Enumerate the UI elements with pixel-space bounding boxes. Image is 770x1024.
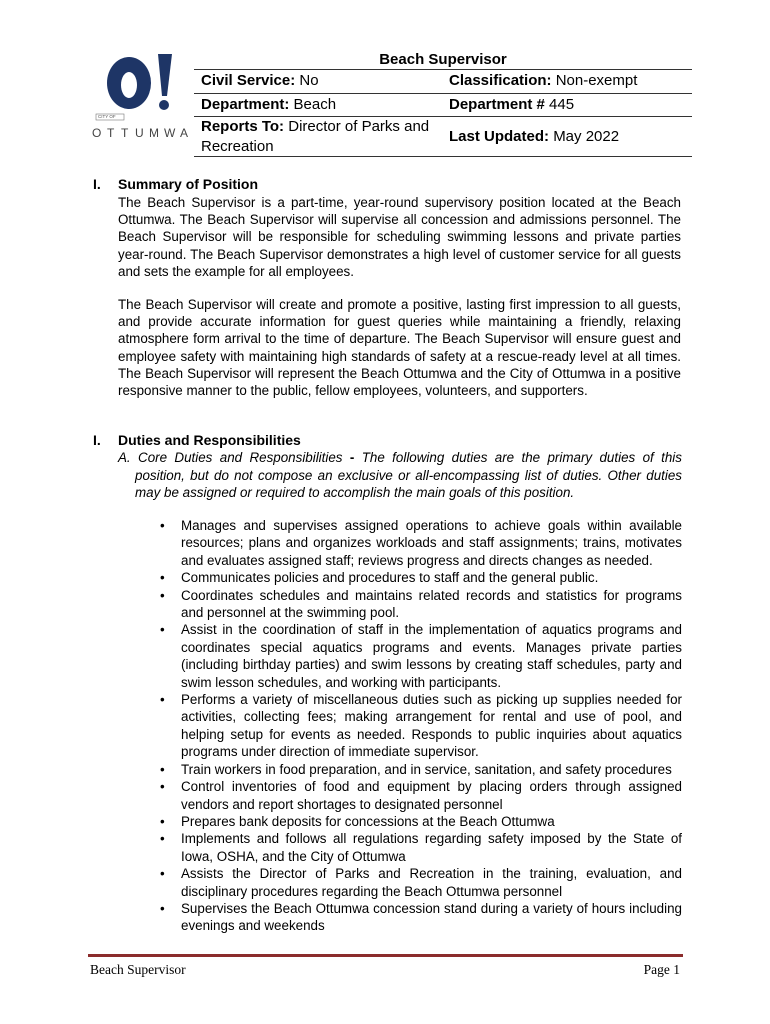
- summary-number: I.: [93, 176, 101, 192]
- summary-paragraph-2: The Beach Supervisor will create and promote a positive, lasting first impression to all guests, and provide accurate information for guest queries while maintaining a friendly, relaxing atmosphere form arrival to the time of departure. The Beach Supervisor will ensure guest and employee safety with maintaining high standards of safety at a rescue-ready level at all times. The Beach Supervisor will represent the Beach Ottumwa and the City of Ottumwa in a positive responsive manner to the public, fellow employees, volunteers, and supporters.: [118, 297, 681, 399]
- reports-to-label: Reports To:: [201, 118, 285, 135]
- civil-service-label: Civil Service:: [201, 72, 296, 89]
- logo-exclamation-bar: [158, 54, 172, 96]
- last-updated-field: [449, 127, 619, 147]
- classification-value: Non-exempt: [555, 72, 638, 89]
- page-title: Beach Supervisor: [379, 51, 507, 68]
- list-item: • Train workers in food preparation, and in service, sanitation, and safety procedures: [160, 761, 682, 778]
- logo-letter: O: [92, 126, 102, 140]
- core-duties-description: The following duties are the primary duties of this position, but do not compose an exclusive or all-encompassing list of duties. Other duties may be assigned or required to accomplish the main goals of this position.: [135, 450, 682, 501]
- logo-letter: T: [121, 126, 129, 140]
- list-item: • Assist in the coordination of staff in the implementation of aquatics programs and coordinates special aquatics programs and events. Manages private parties (including birthday parties) and swim lessons by creating staff schedules, party and swim lesson schedules, and working with participants.: [160, 621, 682, 691]
- logo-letter: M: [149, 126, 159, 140]
- list-item: • Supervises the Beach Ottumwa concession stand during a variety of hours including evenings and weekends: [160, 900, 682, 935]
- summary-title: Summary of Position: [118, 176, 259, 192]
- reports-to-value: Director of Parks and: [288, 118, 430, 135]
- list-item: • Performs a variety of miscellaneous duties such as picking up supplies needed for activities, collecting fees; making arrangement for rental and use of pool, and helping setup for events as needed. Responds to public inquiries about aquatics programs under direction of immediate supervisor.: [160, 691, 682, 761]
- logo-o-hole: [121, 72, 137, 98]
- logo-exclamation-dot: [159, 100, 169, 110]
- civil-service-value: No: [299, 72, 319, 89]
- ottumwa-logo-icon: [92, 52, 192, 144]
- reports-to-field: [201, 117, 429, 157]
- logo-letter: T: [107, 126, 115, 140]
- logo-letter: U: [135, 126, 144, 140]
- header-divider: [194, 156, 692, 157]
- logo-letter: A: [180, 126, 189, 140]
- civil-service-field: [201, 71, 319, 91]
- list-item: • Assists the Director of Parks and Recreation in the training, evaluation, and disciplinary procedures regarding the Beach Ottumwa personnel: [160, 865, 682, 900]
- header-divider: [194, 69, 692, 70]
- core-duties-letter: A.: [118, 450, 131, 465]
- department-value: Beach: [293, 96, 337, 113]
- logo-wordmark: [92, 126, 188, 140]
- list-item: • Manages and supervises assigned operations to achieve goals within available resources; plans and organizes workloads and staff assignments; trains, motivates and evaluates assigned staff; reviews progress and directs changes as needed.: [160, 517, 682, 569]
- list-item: • Control inventories of food and equipment by placing orders through assigned vendors and report shortages to designated personnel: [160, 778, 682, 813]
- footer-rule: [88, 954, 683, 957]
- ottumwa-logo: [92, 52, 192, 144]
- summary-paragraph-1: The Beach Supervisor is a part-time, year-round supervisory position located at the Beach Ottumwa. The Beach Supervisor will supervise all concession and admissions personnel. The Beach Supervisor will be responsible for scheduling swimming lessons and private parties year-round. The Beach Supervisor demonstrates a high level of customer service for all guests and sets the example for all employees.: [118, 195, 681, 279]
- duties-list: [160, 517, 682, 935]
- department-number-label: Department #: [449, 96, 545, 113]
- footer-document-title: Beach Supervisor: [90, 962, 186, 977]
- department-label: Department:: [201, 96, 290, 113]
- classification-label: Classification:: [449, 72, 552, 89]
- department-number-value: 445: [549, 96, 575, 113]
- classification-field: [449, 71, 637, 91]
- reports-to-value-line-2: Recreation: [201, 138, 274, 155]
- list-item: • Implements and follows all regulations regarding safety imposed by the State of Iowa, OSHA, and the City of Ottumwa: [160, 830, 682, 865]
- list-item: • Communicates policies and procedures to staff and the general public.: [160, 569, 682, 586]
- duties-heading: [93, 432, 301, 448]
- summary-heading: [93, 176, 258, 192]
- logo-letter: W: [164, 126, 176, 140]
- header-divider: [194, 93, 692, 94]
- list-item: • Coordinates schedules and maintains related records and statistics for programs and personnel at the swimming pool.: [160, 587, 682, 622]
- department-number-field: [449, 95, 574, 115]
- duties-number: I.: [93, 432, 101, 448]
- logo-city-of: CITY OF: [98, 114, 116, 119]
- core-duties-subheading: [118, 449, 682, 502]
- last-updated-label: Last Updated:: [449, 128, 550, 145]
- core-duties-dash: -: [349, 450, 355, 465]
- core-duties-text: [118, 449, 682, 502]
- core-duties-title: Core Duties and Responsibilities: [138, 450, 343, 465]
- last-updated-value: May 2022: [553, 128, 620, 145]
- department-field: [201, 95, 336, 115]
- list-item: • Prepares bank deposits for concessions at the Beach Ottumwa: [160, 813, 682, 830]
- footer-page-number: Page 1: [643, 962, 680, 977]
- duties-title: Duties and Responsibilities: [118, 432, 301, 448]
